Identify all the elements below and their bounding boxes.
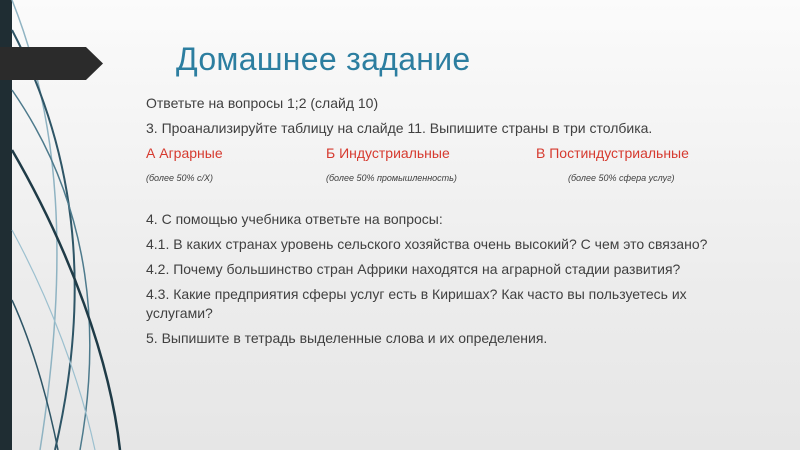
question-5: 5. Выпишите в тетрадь выделенные слова и их определения. <box>146 330 548 346</box>
column-agrarian-note: (более 50% с/Х) <box>146 173 213 183</box>
question-4-3: 4.3. Какие предприятия сферы услуг есть в Киришах? Как часто вы пользуетесь их услугами? <box>146 286 687 321</box>
column-agrarian <box>146 144 223 188</box>
question-4-2: 4.2. Почему большинство стран Африки находятся на аграрной стадии развития? <box>146 261 681 277</box>
column-industrial <box>326 144 457 188</box>
column-industrial-head: Б Индустриальные <box>326 145 450 161</box>
column-industrial-note: (более 50% промышленность) <box>326 173 457 183</box>
task-line-2: 3. Проанализируйте таблицу на слайде 11. Выпишите страны в три столбика. <box>146 120 653 136</box>
column-postindustrial-note: (более 50% сфера услуг) <box>568 173 675 183</box>
slide-content <box>146 94 746 354</box>
question-4-1: 4.1. В каких странах уровень сельского хозяйства очень высокий? С чем это связано? <box>146 236 708 252</box>
slide-title: Домашнее задание <box>176 41 471 77</box>
questions-list <box>146 210 746 348</box>
column-agrarian-head: А Аграрные <box>146 145 223 161</box>
question-4: 4. С помощью учебника ответьте на вопросы: <box>146 211 443 227</box>
column-postindustrial <box>536 144 689 188</box>
columns-row <box>146 144 746 188</box>
column-postindustrial-head: В Постиндустриальные <box>536 145 689 161</box>
task-line-1: Ответьте на вопросы 1;2 (слайд 10) <box>146 95 379 111</box>
title-tab-marker <box>0 47 103 80</box>
